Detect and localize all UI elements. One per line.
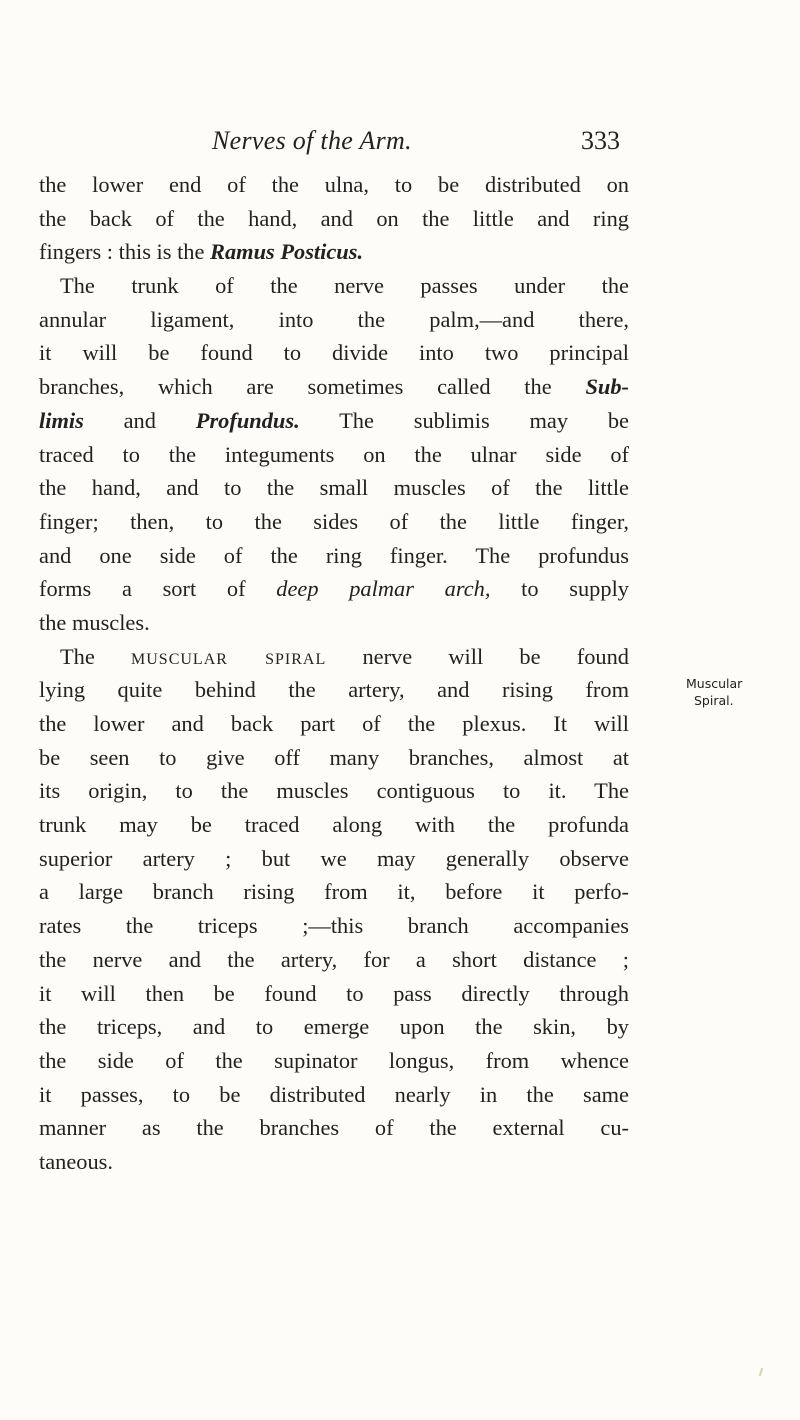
text-line: The muscular spiral nerve will be found xyxy=(60,643,629,669)
running-title: Nerves of the Arm. xyxy=(212,126,412,155)
text-line: a large branch rising from it, before it perfo- xyxy=(39,879,629,905)
text-line: be seen to give off many branches, almost at xyxy=(39,744,629,770)
text-line: superior artery ; but we may generally observe xyxy=(39,845,629,871)
text-line: taneous. xyxy=(39,1148,113,1174)
text-line: branches, which are sometimes called the Sub- xyxy=(39,374,629,400)
text-line: it will be found to divide into two principal xyxy=(39,340,629,366)
body-text xyxy=(39,168,629,1179)
page-number: 333 xyxy=(581,126,620,155)
text-line: the triceps, and to emerge upon the skin, by xyxy=(39,1014,629,1040)
text-line: it passes, to be distributed nearly in the same xyxy=(39,1081,629,1107)
text-line: traced to the integuments on the ulnar side of xyxy=(39,441,629,467)
text-line: annular ligament, into the palm,—and there, xyxy=(39,306,629,332)
text-line: the back of the hand, and on the little and ring xyxy=(39,205,629,231)
paper-speck xyxy=(759,1368,764,1376)
text-line: the side of the supinator longus, from whence xyxy=(39,1047,629,1073)
text-line: the nerve and the artery, for a short distance ; xyxy=(39,946,629,972)
sublimis-term: Sub- xyxy=(585,374,629,400)
text-line: finger; then, to the sides of the little finger, xyxy=(39,508,629,534)
text-line: The trunk of the nerve passes under the xyxy=(60,273,629,299)
text-line: limis and Profundus. The sublimis may be xyxy=(39,407,629,433)
text-line: and one side of the ring finger. The profundus xyxy=(39,542,629,568)
text-line: it will then be found to pass directly through xyxy=(39,980,629,1006)
muscular-spiral-term: muscular spiral xyxy=(131,643,327,669)
marginal-note xyxy=(686,675,796,709)
text-line: the lower and back part of the plexus. It will xyxy=(39,711,629,736)
page-header xyxy=(160,126,620,166)
text-line: rates the triceps ;—this branch accompanies xyxy=(39,913,629,939)
marginal-note-line: Muscular xyxy=(686,676,743,691)
text-line: fingers : this is the Ramus Posticus. xyxy=(39,239,364,265)
text-line: manner as the branches of the external cu- xyxy=(39,1115,629,1141)
ramus-posticus-term: Ramus Posticus. xyxy=(210,239,364,265)
marginal-note-line: Spiral. xyxy=(694,693,734,708)
text-line: the muscles. xyxy=(39,609,150,635)
text-line: the hand, and to the small muscles of the little xyxy=(39,475,629,501)
text-line: the lower end of the ulna, to be distributed on xyxy=(39,172,629,197)
text-line: its origin, to the muscles contiguous to it. The xyxy=(39,778,629,804)
text-line: lying quite behind the artery, and rising from xyxy=(39,677,629,703)
profundus-term: Profundus. xyxy=(195,407,300,433)
text-line: forms a sort of deep palmar arch, to supply xyxy=(39,576,629,602)
deep-palmar-arch-term: deep palmar arch, xyxy=(276,576,491,602)
text-line: trunk may be traced along with the profunda xyxy=(39,812,629,838)
